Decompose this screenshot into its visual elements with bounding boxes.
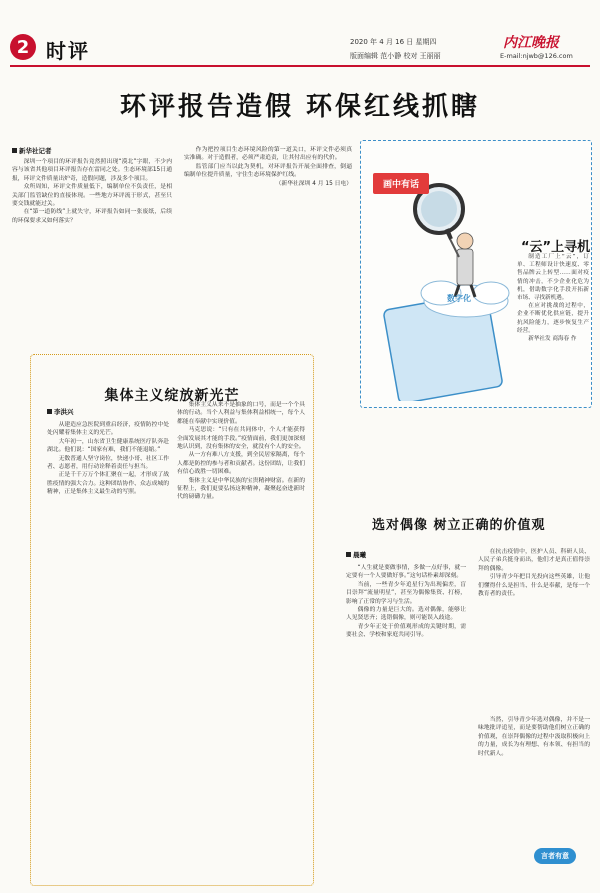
- paragraph: 正是千千万万个体汇聚在一起，才形成了战胜疫情的强大合力。这种团结协作、众志成城的精神，正是集体主义最生动的写照。: [47, 472, 169, 496]
- section-name: 时评: [46, 39, 90, 63]
- comic-panel: [360, 140, 592, 408]
- dateline: （新华社深圳 4 月 15 日电）: [275, 180, 352, 187]
- cartoon-illustration: [381, 161, 521, 401]
- article-column-3: [478, 716, 590, 758]
- editorial-column-1: [12, 158, 172, 225]
- paragraph: 监管部门应当以此为契机，对环评报告开展全面排查，倒逼编制单位提升质量，守住生态环境保护红线。: [184, 163, 352, 179]
- paragraph: 从建造应急医院到重启经济，疫情防控中处处闪耀着集体主义的光芒。: [47, 422, 169, 437]
- paragraph: 从一方有难八方支援，到全民居家隔离，每个人都是防控的参与者和贡献者。这份团结，让我们有信心战胜一切困难。: [177, 452, 305, 476]
- paragraph: “人生就是要做事情，多做一点好事，就一定要有一个人要做好事。”这句话朴素却深刻。: [346, 565, 466, 580]
- paragraph: 大年初一，山东省卫生健康系统医疗队奔赴湖北。他们说：“国家有难，我们不能退缩。”: [47, 438, 169, 454]
- paragraph: 集体主义是中华民族的宝贵精神财富。在新的征程上，我们更要弘扬这种精神，凝聚起奋进新时代的磅礴力量。: [177, 477, 305, 501]
- paragraph: 马克思说：“只有在共同体中，个人才能获得全面发展其才能的手段。”疫情面前，我们更加深刻地认识到，没有集体的安全，就没有个人的安全。: [177, 427, 305, 451]
- article-column-2: [478, 548, 590, 598]
- paragraph: 作为把控项目生态环境风险的第一道关口，环评文件必须真实准确。对于造假者，必须严肃追责，让其付出应有的代价。: [184, 147, 352, 162]
- article-column-1: [346, 564, 466, 640]
- paragraph: 在抗击疫情中，医护人员、科研人员、人民子弟兵挺身而出，他们才是真正值得崇拜的偶像。: [478, 549, 590, 572]
- paragraph: 无数普通人坚守岗位，快递小哥、社区工作者、志愿者，用行动诠释着责任与担当。: [47, 455, 169, 471]
- article-column-2: [177, 401, 305, 502]
- column-badge: 言者有意: [534, 848, 576, 864]
- comic-title: “云”上寻机: [521, 240, 591, 255]
- article-title: 集体主义绽放新光芒: [104, 388, 240, 404]
- paragraph: 深圳一个项目的环评报告竟然照出现“漠北”字眼，不少内容与该省其他项目环评报告存在雷同之处。生态环境部15日通报，环评文件质量出炉奇，造假问题，涉及多个项目。: [12, 159, 172, 182]
- newspaper-logo: 内江晚报: [503, 35, 559, 51]
- credit: 新华社发 商海春 作: [528, 336, 577, 343]
- paragraph: 当然，引导青少年选对偶像，并不是一味地批评追星，而是要帮助他们树立正确的价值观，在崇拜偶像的过程中汲取积极向上的力量，成长为有理想、有本领、有担当的时代新人。: [478, 717, 590, 757]
- byline-text: 晨曦: [353, 551, 366, 559]
- editorial-byline: [12, 146, 52, 155]
- paragraph: 偶像的力量是巨大的。选对偶像，能够让人见贤思齐；选错偶像，则可能误入歧途。: [346, 607, 466, 622]
- issue-date: 2020 年 4 月 16 日 星期四: [350, 38, 437, 46]
- paragraph: 在“第一道防线”上就失守，环评报告如同一张废纸，后续的环保要求又如何落实？: [12, 209, 172, 224]
- contact-email: E-mail:njwb@126.com: [500, 52, 573, 60]
- editor-credits: 版面编辑 范小静 校对 王丽丽: [350, 52, 441, 60]
- article-column-1: [47, 421, 169, 497]
- paragraph: 引导青少年把目光投向这些英雄，让他们懂得什么是担当、什么是奉献，是每一个教育者的责任。: [478, 574, 590, 598]
- byline-square-icon: [12, 148, 17, 153]
- byline-text: 李洪兴: [54, 408, 74, 416]
- paragraph: 众所周知，环评文件质量低下，编制单位不负责任，是相关部门监管缺位的直接体现。一些地方环评流于形式，甚至只要交钱就能过关。: [12, 184, 172, 208]
- article-byline: [346, 550, 366, 559]
- header-divider: [10, 65, 590, 67]
- editorial-article: [12, 146, 352, 326]
- paragraph: 青少年正处于价值观形成的关键时期，需要社会、学校和家庭共同引导。: [346, 623, 466, 639]
- byline-square-icon: [346, 552, 351, 557]
- cloud-label: 数字化: [447, 294, 471, 303]
- paragraph: 在应对挑战的过程中，企业不断优化供应链，提升抗风险能力，逐步恢复生产经营。: [517, 303, 589, 334]
- page-number-badge: 2: [10, 34, 36, 60]
- paragraph: 制造工厂上“云”，订单、工程师设计快速度、零售品牌云上转型……面对疫情的冲击，不少企业化危为机，借助数字化手段开拓新市场、寻找新机遇。: [517, 254, 589, 302]
- byline-text: 新华社记者: [19, 147, 52, 155]
- idol-article-title: 选对偶像 树立正确的价值观: [372, 518, 546, 533]
- collectivism-article: [30, 354, 314, 886]
- main-headline: 环评报告造假 环保红线抓瞎: [119, 92, 481, 122]
- paragraph: 当前，一些青少年追星行为出现偏差，盲目崇拜“流量明星”，甚至为偶像集资、打榜，影响了正常的学习与生活。: [346, 581, 466, 605]
- comic-caption: [517, 253, 589, 343]
- article-byline: [47, 407, 74, 416]
- byline-square-icon: [47, 409, 52, 414]
- comic-tag: 画中有话: [373, 173, 429, 194]
- page-header: [0, 0, 600, 70]
- paragraph: 集体主义从来不是抽象的口号，而是一个个具体的行动。当个人利益与集体利益相统一，每个人都能在奉献中实现价值。: [177, 402, 305, 425]
- editorial-column-2: [184, 146, 352, 188]
